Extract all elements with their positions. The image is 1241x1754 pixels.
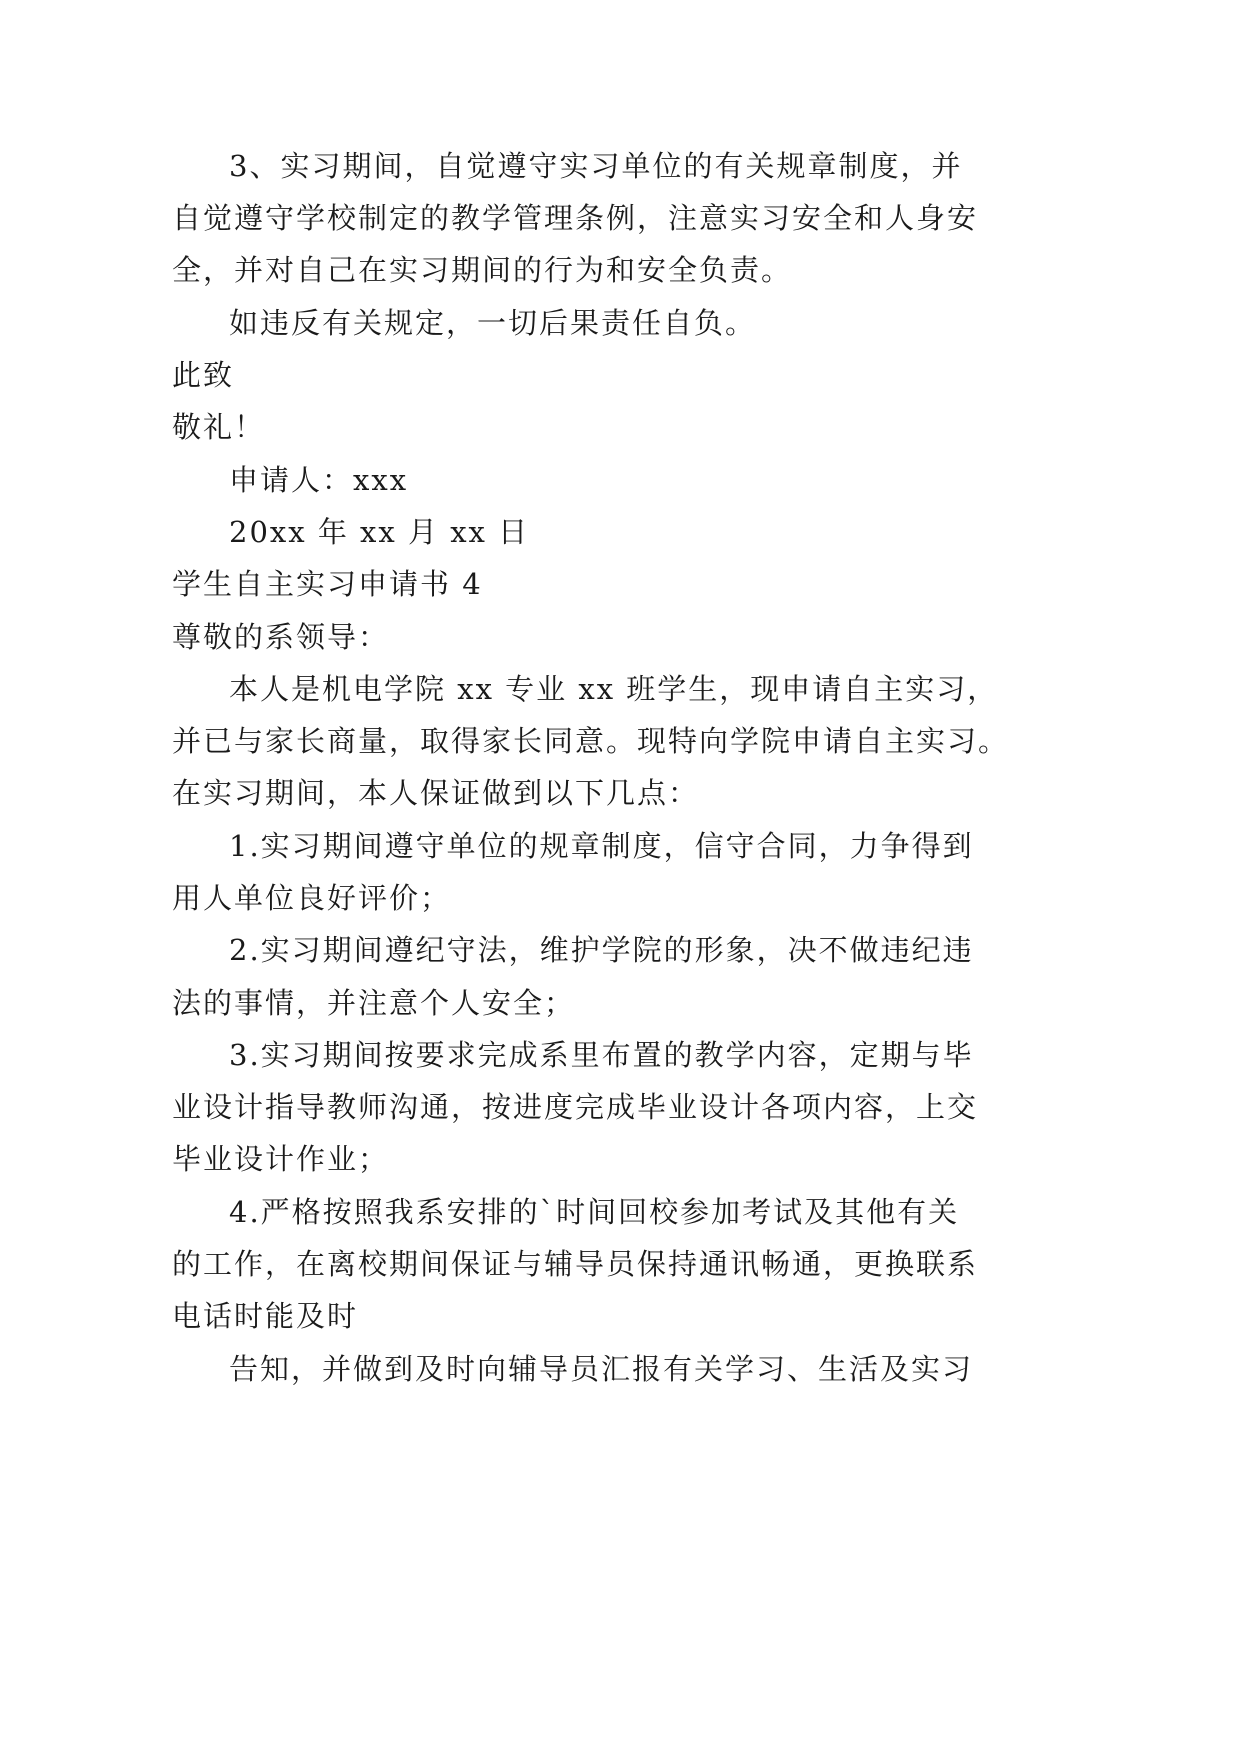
text-line: 本人是机电学院 xx 专业 xx 班学生，现申请自主实习， (229, 672, 999, 706)
text-line: 此致 (172, 358, 235, 392)
text-line: 申请人：xxx (229, 463, 409, 497)
text-line: 4.严格按照我系安排的`时间回校参加考试及其他有关 (229, 1195, 960, 1229)
text-line: 1.实习期间遵守单位的规章制度，信守合同，力争得到 (229, 829, 974, 863)
text-line: 尊敬的系领导： (172, 620, 390, 654)
text-line: 如违反有关规定，一切后果责任自负。 (229, 306, 757, 340)
text-line: 全，并对自己在实习期间的行为和安全负责。 (172, 253, 793, 287)
text-line: 3、实习期间，自觉遵守实习单位的有关规章制度，并 (229, 149, 963, 183)
text-line: 并已与家长商量，取得家长同意。现特向学院申请自主实习。 (172, 724, 1010, 758)
text-line: 在实习期间，本人保证做到以下几点： (172, 776, 700, 810)
text-line: 的工作，在离校期间保证与辅导员保持通讯畅通，更换联系 (172, 1247, 979, 1281)
text-line: 自觉遵守学校制定的教学管理条例，注意实习安全和人身安 (172, 201, 979, 235)
text-line: 用人单位良好评价； (172, 881, 452, 915)
text-line: 2.实习期间遵纪守法，维护学院的形象，决不做违纪违 (229, 933, 974, 967)
text-line: 毕业设计作业； (172, 1142, 390, 1176)
text-line: 法的事情，并注意个人安全； (172, 986, 576, 1020)
text-line: 学生自主实习申请书 4 (172, 567, 483, 601)
text-line: 3.实习期间按要求完成系里布置的教学内容，定期与毕 (229, 1038, 974, 1072)
text-line: 告知，并做到及时向辅导员汇报有关学习、生活及实习 (229, 1352, 974, 1386)
text-line: 20xx 年 xx 月 xx 日 (229, 515, 530, 549)
text-line: 电话时能及时 (172, 1299, 359, 1333)
text-line: 敬礼！ (172, 410, 266, 444)
text-line: 业设计指导教师沟通，按进度完成毕业设计各项内容，上交 (172, 1090, 979, 1124)
